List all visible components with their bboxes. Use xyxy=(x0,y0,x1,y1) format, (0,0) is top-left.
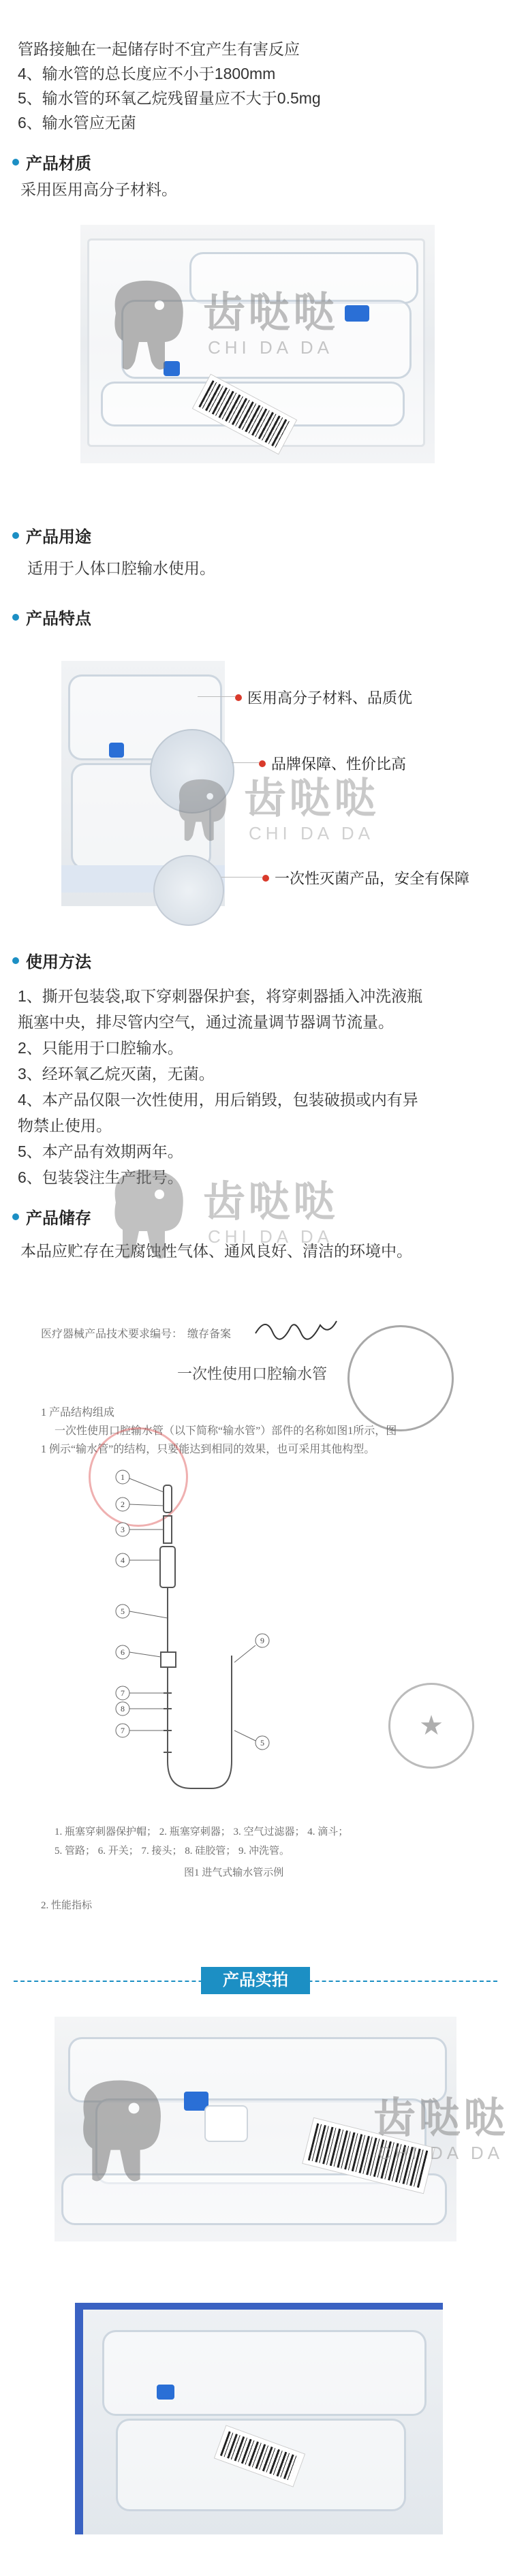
watermark-text xyxy=(203,1179,338,1247)
diagram-label: 5 xyxy=(260,1738,264,1748)
watermark-cn: 齿哒哒 xyxy=(244,775,380,822)
method-line: 物禁止使用。 xyxy=(18,1117,112,1134)
callout-line xyxy=(221,877,262,878)
diagram-label: 9 xyxy=(260,1636,264,1645)
doc-desc-1: 一次性使用口腔输水管（以下简称“输水管”）部件的名称如图1所示，图 xyxy=(55,1425,397,1437)
watermark-cn: 齿哒哒 xyxy=(203,1179,339,1226)
method-line: 1、撕开包装袋,取下穿刺器保护套，将穿刺器插入冲洗液瓶 xyxy=(18,987,423,1005)
watermark-logo xyxy=(170,773,379,845)
bullet-dot-icon xyxy=(12,614,19,621)
diagram-label: 3 xyxy=(121,1525,125,1534)
doc-header: 医疗器械产品技术要求编号： xyxy=(41,1329,183,1340)
intro-line: 4、输水管的总长度应不小于1800mm xyxy=(18,65,276,82)
intro-line: 6、输水管应无菌 xyxy=(18,114,136,131)
usage-text: 适用于人体口腔输水使用。 xyxy=(27,559,215,577)
callout-dot-icon xyxy=(259,760,266,767)
elephant-logo-icon xyxy=(68,2071,170,2187)
doc-section-1: 1 产品结构组成 xyxy=(41,1407,115,1418)
diagram-label: 1 xyxy=(121,1472,125,1482)
elephant-logo-icon xyxy=(102,1162,191,1264)
elephant-logo-icon xyxy=(170,773,232,845)
watermark-text xyxy=(203,290,338,358)
callout-dot-icon xyxy=(235,694,242,701)
tube-diagram xyxy=(95,1458,341,1812)
diagram-label: 2 xyxy=(121,1500,125,1509)
watermark-en: CHI DA DA xyxy=(207,337,334,358)
callout-line xyxy=(198,696,235,697)
intro-line: 管路接触在一起储存时不宜产生有害反应 xyxy=(18,40,300,58)
package-border xyxy=(75,2303,443,2310)
bullet-dot-icon xyxy=(12,532,19,539)
blue-clamp xyxy=(157,2385,174,2400)
material-title: 产品材质 xyxy=(26,155,91,173)
watermark-logo xyxy=(102,1162,338,1264)
method-line: 2、只能用于口腔输水。 xyxy=(18,1039,183,1057)
callout-label: 一次性灭菌产品，安全有保障 xyxy=(275,870,470,887)
intro-line: 5、输水管的环氧乙烷残留量应不大于0.5mg xyxy=(18,89,321,107)
blue-connector xyxy=(345,305,369,322)
diagram-label: 5 xyxy=(121,1607,125,1616)
magnifier-circle xyxy=(153,855,224,926)
blue-clamp xyxy=(109,743,124,758)
tube-coil xyxy=(102,2330,427,2416)
bullet-dot-icon xyxy=(12,1213,19,1220)
method-line: 瓶塞中央，排尽管内空气，通过流量调节器调节流量。 xyxy=(18,1013,394,1031)
doc-legend-2: 5. 管路； 6. 开关； 7. 接头； 8. 硅胶管； 9. 冲洗管。 xyxy=(55,1846,290,1857)
watermark-logo xyxy=(68,2071,508,2187)
diagram-label: 4 xyxy=(121,1555,125,1565)
method-line: 4、本产品仅限一次性使用，用后销毁，包装破损或内有异 xyxy=(18,1091,418,1108)
features-heading xyxy=(12,605,91,629)
diagram-label: 7 xyxy=(121,1688,125,1698)
product-photo-4 xyxy=(75,2303,443,2534)
banner-title: 产品实拍 xyxy=(201,1967,310,1994)
material-text: 采用医用高分子材料。 xyxy=(20,181,177,198)
method-line: 6、包装袋注生产批号。 xyxy=(18,1168,183,1186)
method-line: 5、本产品有效期两年。 xyxy=(18,1143,183,1160)
usage-heading xyxy=(12,523,91,547)
storage-title: 产品储存 xyxy=(26,1209,91,1228)
photo-banner xyxy=(0,1967,511,1994)
callout-dot-icon xyxy=(262,875,269,882)
callout-label: 医用高分子材料、品质优 xyxy=(247,689,413,707)
watermark-text xyxy=(373,2095,508,2163)
doc-figure-caption: 图1 进气式输水管示例 xyxy=(184,1867,284,1878)
callout-line xyxy=(232,762,259,763)
feature-callout-1 xyxy=(235,687,412,708)
storage-heading xyxy=(12,1205,91,1228)
watermark-en: CHI DA DA xyxy=(377,2143,504,2163)
material-heading xyxy=(12,150,91,174)
watermark-en: CHI DA DA xyxy=(207,1226,334,1247)
callout-label: 品牌保障、性价比高 xyxy=(271,756,407,773)
usage-title: 产品用途 xyxy=(26,528,91,546)
watermark-en: CHI DA DA xyxy=(248,822,375,843)
watermark-text xyxy=(244,775,379,843)
features-title: 产品特点 xyxy=(26,610,91,628)
watermark-logo xyxy=(102,273,338,375)
watermark-cn: 齿哒哒 xyxy=(373,2095,509,2142)
bullet-dot-icon xyxy=(12,159,19,166)
diagram-label: 7 xyxy=(121,1726,125,1735)
bullet-dot-icon xyxy=(12,957,19,964)
elephant-logo-icon xyxy=(102,273,191,375)
signature-scribble xyxy=(252,1313,341,1344)
diagram-label: 8 xyxy=(121,1704,125,1713)
seal-star-icon: ★ xyxy=(388,1683,474,1769)
doc-section-2: 2. 性能指标 xyxy=(41,1900,93,1911)
spec-document xyxy=(27,1312,477,1925)
method-title: 使用方法 xyxy=(26,953,91,972)
doc-legend-1: 1. 瓶塞穿刺器保护帽； 2. 瓶塞穿刺器； 3. 空气过滤器； 4. 滴斗； xyxy=(55,1827,349,1837)
method-line: 3、经环氧乙烷灭菌，无菌。 xyxy=(18,1065,215,1083)
doc-title: 一次性使用口腔输水管 xyxy=(176,1365,327,1382)
feature-callout-2 xyxy=(259,753,406,774)
watermark-cn: 齿哒哒 xyxy=(203,290,339,337)
doc-stamp-label: 缴存备案 xyxy=(187,1329,232,1340)
diagram-label: 6 xyxy=(121,1647,125,1657)
doc-desc-2: 1 例示“输水管”的结构，只要能达到相同的效果，也可采用其他构型。 xyxy=(41,1444,375,1455)
package-border xyxy=(75,2303,83,2534)
feature-callout-3 xyxy=(262,867,469,888)
storage-text: 本品应贮存在无腐蚀性气体、通风良好、清洁的环境中。 xyxy=(20,1242,412,1260)
method-heading xyxy=(12,948,91,972)
